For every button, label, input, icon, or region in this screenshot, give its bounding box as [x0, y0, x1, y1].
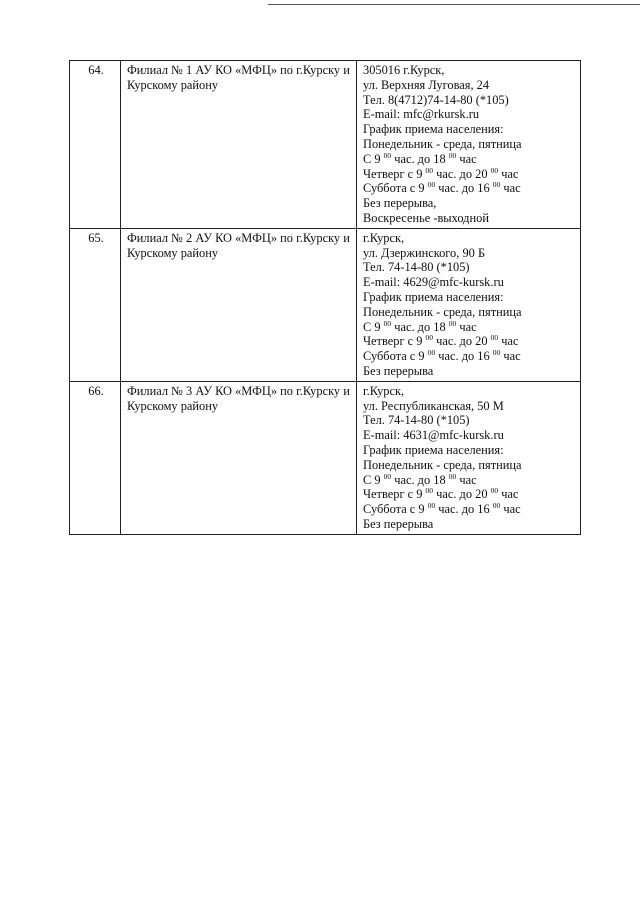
contact-line: Тел. 8(4712)74-14-80 (*105)	[363, 92, 509, 107]
contact-line: График приема населения:	[363, 122, 504, 137]
row-number: 65.	[70, 228, 121, 381]
contact-line: ул. Республиканская, 50 М	[363, 398, 504, 413]
branch-name: Филиал № 1 АУ КО «МФЦ» по г.Курску и Курскому району	[121, 61, 357, 229]
contact-line: С 9 $^{00}$ час. до 18 $^{00}$ час	[363, 150, 477, 166]
contact-line: 305016 г.Курск,	[363, 63, 445, 77]
branch-contacts	[357, 61, 581, 229]
branch-name: Филиал № 3 АУ КО «МФЦ» по г.Курску и Курскому району	[121, 381, 357, 534]
contact-line: Тел. 74-14-80 (*105)	[363, 260, 470, 275]
contact-line: Понедельник - среда, пятница	[363, 136, 522, 151]
contact-line: г.Курск,	[363, 230, 405, 245]
contact-line: Суббота с 9 $^{00}$ час. до 16 $^{00}$ час	[363, 501, 521, 517]
contact-line: Понедельник - среда, пятница	[363, 304, 522, 319]
contact-line: Понедельник - среда, пятница	[363, 457, 522, 472]
contact-line: Четверг с 9 $^{00}$ час. до 20 $^{00}$ час	[363, 333, 519, 349]
table-row	[70, 381, 581, 534]
branches-table	[69, 60, 581, 535]
contact-line: Воскресенье -выходной	[363, 210, 489, 225]
row-number: 66.	[70, 381, 121, 534]
contact-line: Четверг с 9 $^{00}$ час. до 20 $^{00}$ час	[363, 486, 519, 502]
contact-line: E-mail: 4631@mfc-kursk.ru	[363, 428, 504, 443]
contact-line: График приема населения:	[363, 289, 504, 304]
branches-table-body	[70, 61, 581, 535]
contact-line: Без перерыва	[363, 363, 434, 378]
contact-line: E-mail: 4629@mfc-kursk.ru	[363, 275, 504, 290]
row-number: 64.	[70, 61, 121, 229]
contact-line: Суббота с 9 $^{00}$ час. до 16 $^{00}$ час	[363, 180, 521, 196]
contact-line: ул. Верхняя Луговая, 24	[363, 77, 490, 92]
branch-contacts	[357, 228, 581, 381]
contact-line: г.Курск,	[363, 383, 405, 398]
contact-line: ул. Дзержинского, 90 Б	[363, 245, 486, 260]
branch-contacts	[357, 381, 581, 534]
contact-line: E-mail: mfc@rkursk.ru	[363, 107, 480, 122]
contact-line: Тел. 74-14-80 (*105)	[363, 413, 470, 428]
table-row	[70, 228, 581, 381]
contact-line: Суббота с 9 $^{00}$ час. до 16 $^{00}$ час	[363, 348, 521, 364]
branch-name: Филиал № 2 АУ КО «МФЦ» по г.Курску и Курскому району	[121, 228, 357, 381]
table-row	[70, 61, 581, 229]
top-rule	[268, 4, 640, 5]
contact-line: Четверг с 9 $^{00}$ час. до 20 $^{00}$ час	[363, 165, 519, 181]
contact-line: Без перерыва	[363, 516, 434, 531]
contact-line: С 9 $^{00}$ час. до 18 $^{00}$ час	[363, 318, 477, 334]
contact-line: График приема населения:	[363, 442, 504, 457]
contact-line: С 9 $^{00}$ час. до 18 $^{00}$ час	[363, 471, 477, 487]
contact-line: Без перерыва,	[363, 196, 437, 211]
